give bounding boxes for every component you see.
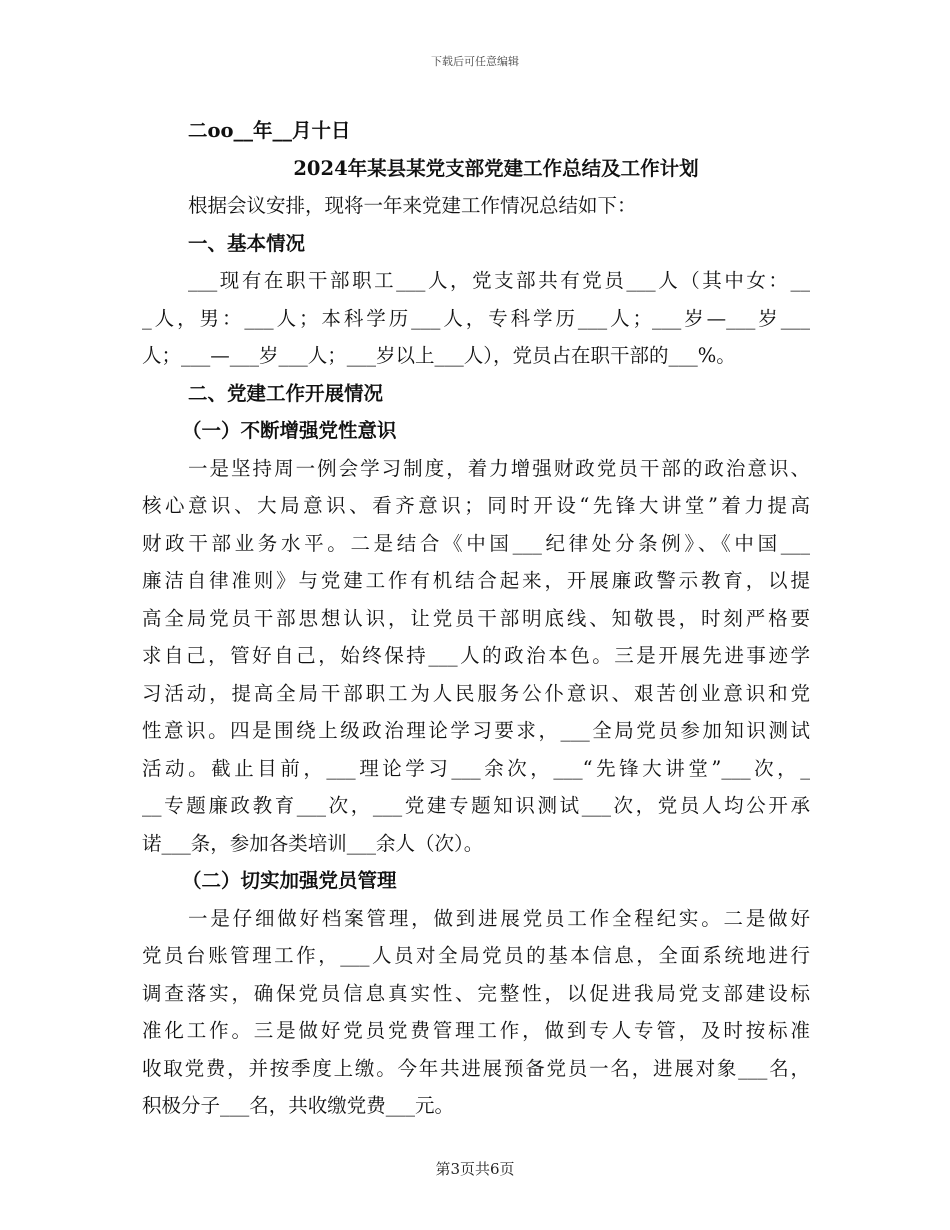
document-title: 2024年某县某党支部党建工作总结及工作计划 <box>293 156 699 180</box>
text-line: 高全局党员干部思想认识，让党员干部明底线、知敬畏，时刻严格要 <box>142 606 810 630</box>
page-number: 第3页共6页 <box>435 1160 515 1178</box>
text-line: 廉洁自律准则》与党建工作有机结合起来，开展廉政警示教育，以提 <box>142 569 810 592</box>
section-basic-paragraph <box>142 262 810 375</box>
subsection-1-paragraph <box>142 450 810 863</box>
section-heading-party-work: 二、党建工作开展情况 <box>188 381 384 405</box>
text-line: ___现有在职干部职工___人，党支部共有党员___人（其中女：__ <box>188 269 810 292</box>
text-line: 习活动，提高全局干部职工为人民服务公仆意识、艰苦创业意识和党 <box>142 681 810 705</box>
text-line: 收取党费，并按季度上缴。今年共进展预备党员一名，进展对象___名， <box>142 1056 810 1080</box>
text-line: 一是仔细做好档案管理，做到进展党员工作全程纪实。二是做好 <box>188 906 810 930</box>
text-line: 活动。截止目前，___理论学习___余次，___“先锋大讲堂”___次，_ <box>142 756 810 780</box>
text-line: 核心意识、大局意识、看齐意识；同时开设“先锋大讲堂”着力提高 <box>142 494 810 517</box>
document-body <box>142 112 810 1125</box>
text-line: __专题廉政教育___次，___党建专题知识测试___次，党员人均公开承 <box>142 794 810 817</box>
text-line: 财政干部业务水平。二是结合《中国___纪律处分条例》、《中国___ <box>142 531 810 555</box>
text-line: 诺___条，参加各类培训___余人（次）。 <box>142 831 484 855</box>
text-line: 性意识。四是围绕上级政治理论学习要求，___全局党员参加知识测试 <box>142 719 810 742</box>
text-line: _人，男：___人；本科学历___人，专科学历___人；___岁—___岁___ <box>142 306 810 330</box>
section-heading-basic: 一、基本情况 <box>188 231 306 255</box>
page-header: 下载后可任意编辑 <box>431 55 519 68</box>
text-line: 求自己，管好自己，始终保持___人的政治本色。三是开展先进事迹学 <box>142 644 810 667</box>
date-line: 二oo__年__月十日 <box>188 119 351 142</box>
subsection-heading-2: （二）切实加强党员管理 <box>182 869 397 892</box>
text-line: 积极分子___名，共收缴党费___元。 <box>142 1094 455 1117</box>
subsection-2-paragraph <box>142 900 810 1125</box>
text-line: 人；___—___岁___人；___岁以上___人），党员占在职干部的___%。 <box>142 344 736 367</box>
text-line: 一是坚持周一例会学习制度，着力增强财政党员干部的政治意识、 <box>188 456 810 480</box>
intro-paragraph: 根据会议安排，现将一年来党建工作情况总结如下： <box>188 194 637 217</box>
text-line: 调查落实，确保党员信息真实性、完整性，以促进我局党支部建设标 <box>142 981 810 1005</box>
text-line: 准化工作。三是做好党员党费管理工作，做到专人专管，及时按标准 <box>142 1019 810 1042</box>
text-line: 党员台账管理工作，___人员对全局党员的基本信息，全面系统地进行 <box>142 944 810 967</box>
subsection-heading-1: （一）不断增强党性意识 <box>182 419 397 442</box>
